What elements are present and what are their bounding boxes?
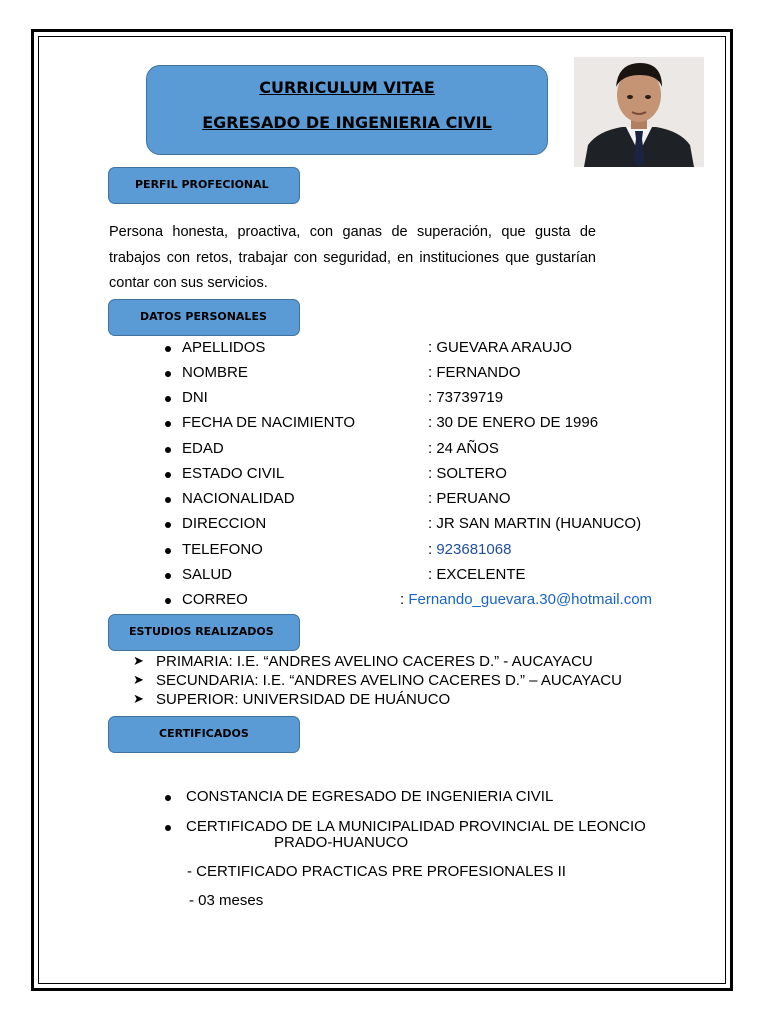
bullet-icon	[165, 522, 171, 528]
bullet-icon	[165, 396, 171, 402]
arrow-bullet-icon: ➤	[133, 653, 144, 668]
bullet-icon	[165, 421, 171, 427]
section-personal-label: DATOS PERSONALES	[140, 310, 267, 323]
personal-label: NOMBRE	[182, 364, 248, 381]
personal-value: : SOLTERO	[428, 465, 507, 482]
bullet-icon	[165, 472, 171, 478]
certificate-text: CERTIFICADO DE LA MUNICIPALIDAD PROVINCIAL DE LEONCIO	[186, 818, 646, 835]
phone-number: 923681068	[436, 541, 512, 558]
bullet-icon	[165, 825, 171, 831]
profile-photo	[574, 57, 704, 167]
bullet-icon	[165, 598, 171, 604]
profile-text: Persona honesta, proactiva, con ganas de superación, que gusta de trabajos con retos, trabajar con seguridad, en instituciones que gustarían contar con sus servicios.	[109, 224, 596, 291]
email-prefix: :	[400, 591, 409, 608]
personal-label: CORREO	[182, 591, 248, 608]
certificate-text: CONSTANCIA DE EGRESADO DE INGENIERIA CIVIL	[186, 788, 554, 805]
section-profile-tag	[108, 167, 300, 204]
personal-label: FECHA DE NACIMIENTO	[182, 414, 356, 431]
personal-value: : EXCELENTE	[428, 566, 526, 583]
personal-label: APELLIDOS	[182, 339, 266, 356]
personal-value: : 30 DE ENERO DE 1996	[428, 414, 599, 431]
personal-value: : PERUANO	[428, 490, 511, 507]
profile-photo-image	[574, 57, 704, 167]
section-studies-label: ESTUDIOS REALIZADOS	[129, 625, 274, 638]
personal-label: DIRECCION	[182, 515, 267, 532]
personal-label: SALUD	[182, 566, 233, 583]
personal-label: EDAD	[182, 440, 224, 457]
certificate-subtext: - CERTIFICADO PRACTICAS PRE PROFESIONALES II	[187, 863, 566, 880]
phone-prefix: :	[428, 541, 437, 558]
section-profile-label: PERFIL PROFECIONAL	[135, 178, 269, 191]
bullet-icon	[165, 795, 171, 801]
personal-value: : 73739719	[428, 389, 504, 406]
personal-value	[400, 591, 652, 608]
arrow-bullet-icon: ➤	[133, 672, 144, 687]
title-subtitle: EGRESADO DE INGENIERIA CIVIL	[202, 113, 492, 132]
personal-value: : GUEVARA ARAUJO	[428, 339, 572, 356]
bullet-icon	[165, 497, 171, 503]
bullet-icon	[165, 447, 171, 453]
personal-value: : 24 AÑOS	[428, 440, 499, 457]
section-studies-tag	[108, 614, 300, 651]
bullet-icon	[165, 371, 171, 377]
section-certificates-tag	[108, 716, 300, 753]
personal-value	[428, 541, 511, 558]
personal-label: TELEFONO	[182, 541, 263, 558]
personal-label: NACIONALIDAD	[182, 490, 295, 507]
study-text: PRIMARIA: I.E. “ANDRES AVELINO CACERES D.” - AUCAYACU	[156, 653, 593, 670]
email-link[interactable]: Fernando_guevara.30@hotmail.com	[408, 591, 653, 608]
title-curriculum: CURRICULUM VITAE	[259, 78, 435, 97]
section-personal-tag	[108, 299, 300, 336]
title-banner	[146, 65, 548, 155]
personal-label: ESTADO CIVIL	[182, 465, 285, 482]
section-certificates-label: CERTIFICADOS	[159, 727, 249, 740]
certificate-subtext: - 03 meses	[189, 892, 264, 909]
bullet-icon	[165, 346, 171, 352]
bullet-icon	[165, 548, 171, 554]
personal-value: : JR SAN MARTIN (HUANUCO)	[428, 515, 642, 532]
arrow-bullet-icon: ➤	[133, 691, 144, 706]
study-text: SECUNDARIA: I.E. “ANDRES AVELINO CACERES D.” – AUCAYACU	[156, 672, 622, 689]
personal-label: DNI	[182, 389, 208, 406]
bullet-icon	[165, 573, 171, 579]
personal-value: : FERNANDO	[428, 364, 521, 381]
study-text: SUPERIOR: UNIVERSIDAD DE HUÁNUCO	[156, 691, 451, 708]
certificate-text: PRADO-HUANUCO	[274, 834, 409, 851]
